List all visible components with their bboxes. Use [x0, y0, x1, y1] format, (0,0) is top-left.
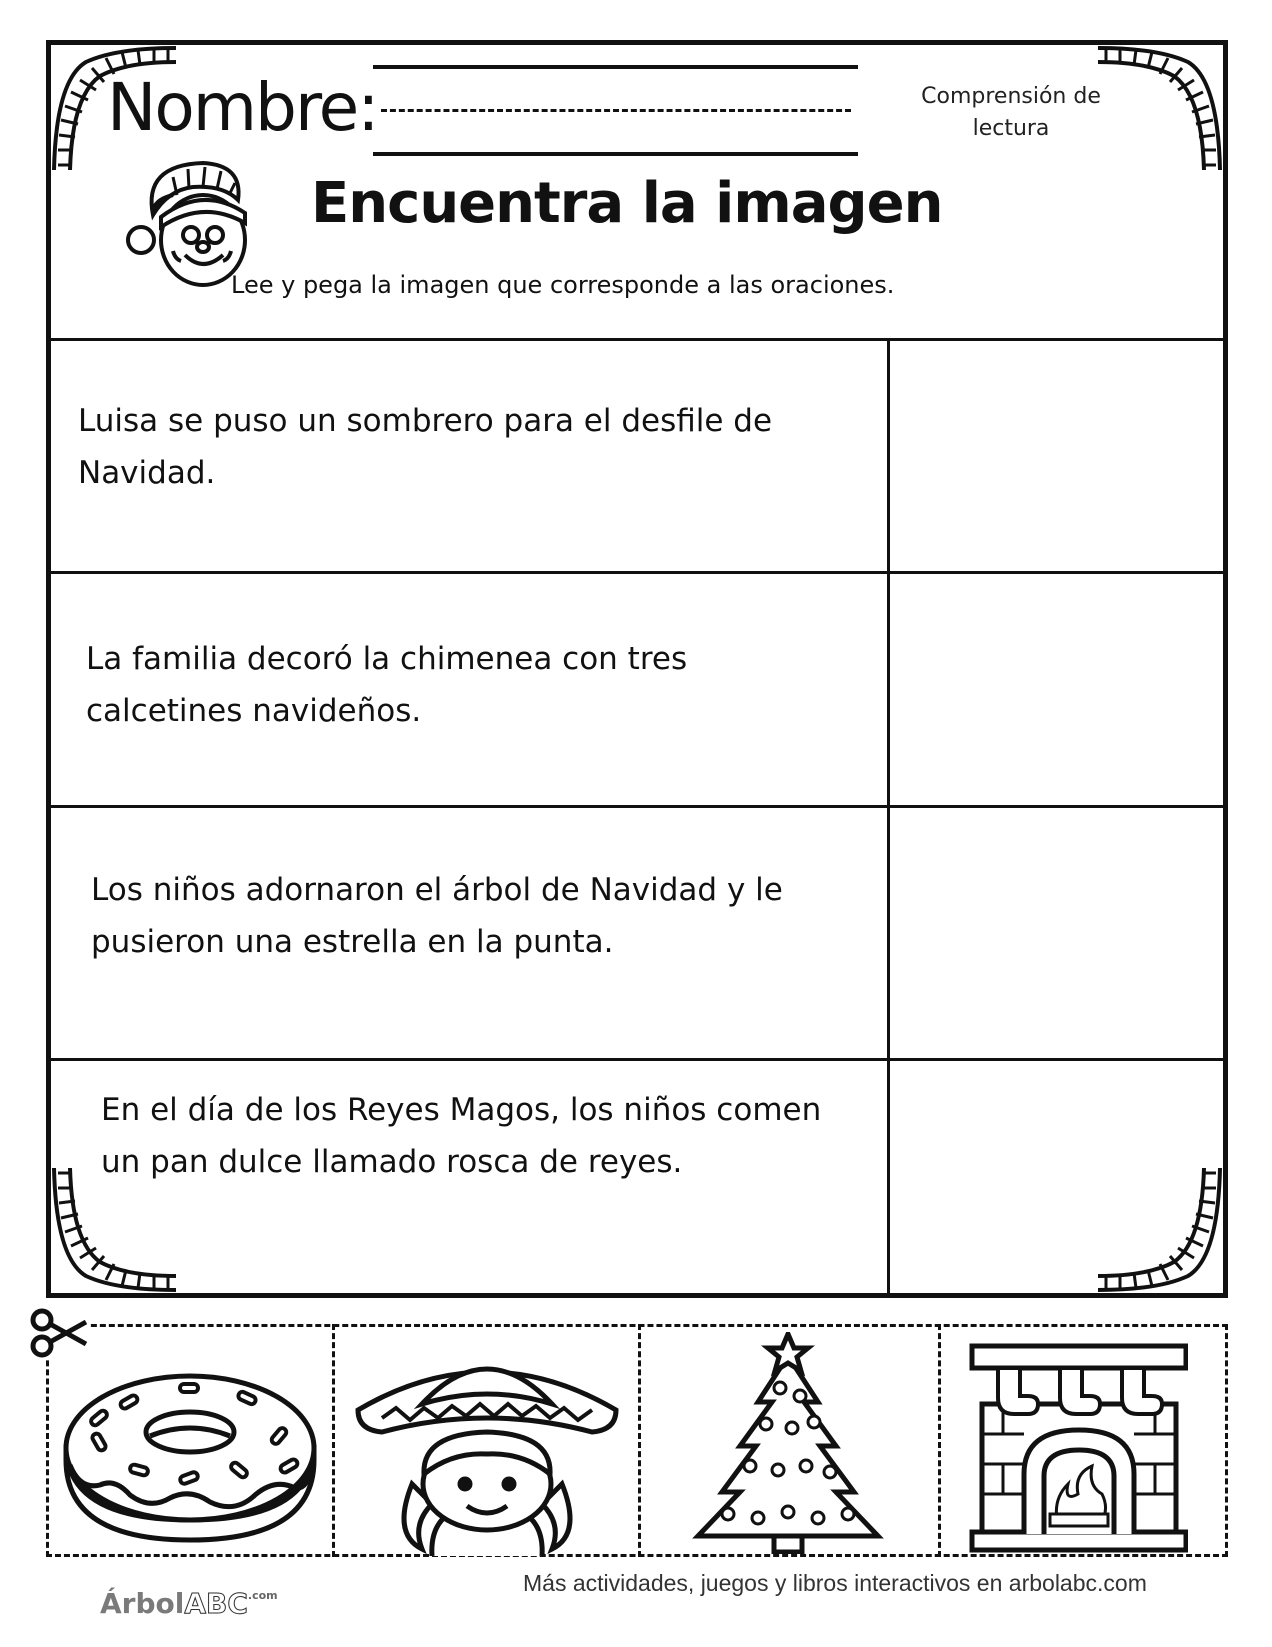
sentence-4 [101, 1084, 881, 1188]
logo-com: .com [247, 1589, 278, 1602]
sentence-line: Navidad. [78, 455, 216, 491]
worksheet-title: Encuentra la imagen [311, 171, 943, 236]
sentence-2 [86, 633, 866, 737]
sentence-3 [91, 864, 871, 968]
sentence-1 [78, 395, 858, 499]
sentence-line: pusieron una estrella en la punta. [91, 924, 614, 960]
sentence-line: Luisa se puso un sombrero para el desfile de [78, 403, 773, 439]
name-line-bottom [373, 152, 858, 156]
scissors-icon [28, 1308, 90, 1358]
worksheet-header [51, 45, 1223, 340]
cutout-divider-1 [332, 1324, 335, 1557]
footer-text: Más actividades, juegos y libros interactivos en arbolabc.com [523, 1570, 1147, 1596]
logo-abc: ABC [184, 1587, 248, 1620]
sentence-line: calcetines navideños. [86, 693, 422, 729]
answer-cell-2[interactable] [890, 574, 1223, 805]
name-label: Nombre: [107, 69, 378, 146]
fireplace-icon[interactable] [968, 1334, 1188, 1554]
donut-icon[interactable] [60, 1370, 320, 1545]
subject-line1: Comprensión de [921, 84, 1101, 109]
subject-line2: lectura [972, 116, 1050, 141]
logo-arbol: Árbol [100, 1587, 185, 1620]
answer-cell-1[interactable] [890, 341, 1223, 571]
cutout-divider-2 [638, 1324, 641, 1557]
answer-cell-4[interactable] [890, 1061, 1223, 1293]
sentence-line: Los niños adornaron el árbol de Navidad y le [91, 872, 783, 908]
christmas-tree-icon[interactable] [688, 1332, 888, 1554]
instructions-text: Lee y pega la imagen que corresponde a las oraciones. [231, 271, 895, 299]
elf-face-icon [113, 155, 263, 290]
cutout-divider-3 [938, 1324, 941, 1557]
sombrero-girl-icon[interactable] [352, 1334, 622, 1556]
name-line-top [373, 65, 858, 69]
name-line-dashed[interactable] [381, 109, 851, 112]
sentence-line: La familia decoró la chimenea con tres [86, 641, 688, 677]
subject-label [911, 81, 1111, 145]
arbolabc-logo[interactable] [100, 1587, 278, 1620]
sentence-line: un pan dulce llamado rosca de reyes. [101, 1144, 683, 1180]
sentence-line: En el día de los Reyes Magos, los niños comen [101, 1092, 822, 1128]
answer-cell-3[interactable] [890, 808, 1223, 1058]
